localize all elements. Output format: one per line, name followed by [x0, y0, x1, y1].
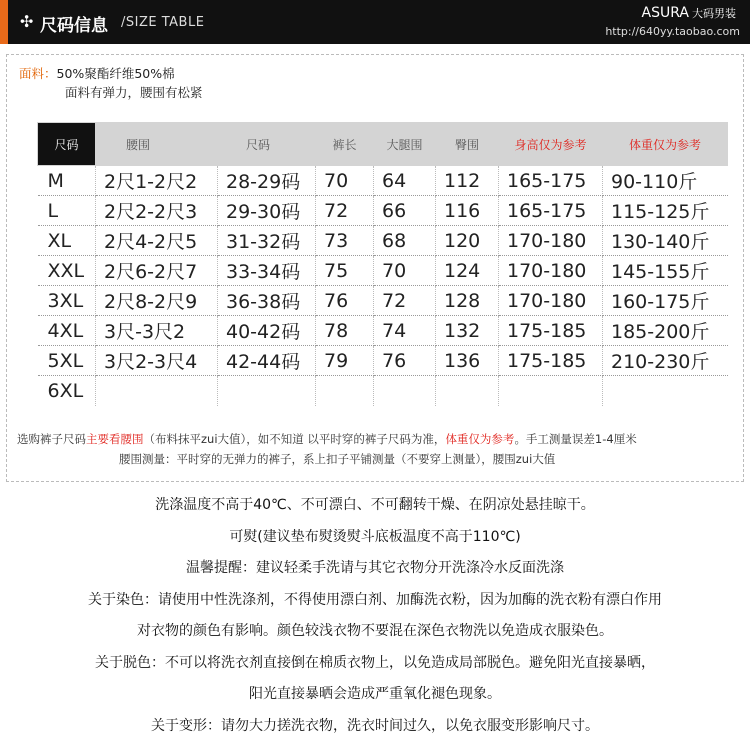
cell-length: 79 — [316, 346, 374, 376]
cell-waist: 2尺2-2尺3 — [96, 196, 218, 226]
cell-weight: 130-140斤 — [603, 226, 728, 256]
measurement-note — [17, 429, 637, 469]
care-line: 阳光直接暴晒会造成严重氧化褪色现象。 — [249, 686, 501, 702]
note-highlight-waist: 主要看腰围 — [86, 432, 144, 446]
header-size: 尺码 — [38, 123, 96, 166]
cell-height: 175-185 — [499, 316, 603, 346]
cell-height: 170-180 — [499, 256, 603, 286]
fabric-label-sep: ： — [44, 66, 57, 81]
cell-height: 165-175 — [499, 166, 603, 196]
cell-size: XL — [38, 226, 96, 256]
cell-length: 75 — [316, 256, 374, 286]
note-highlight-weight: 体重仅为参考 — [445, 432, 515, 446]
cell-size: XXL — [38, 256, 96, 286]
cell-hip: 112 — [436, 166, 499, 196]
table-row — [38, 346, 728, 376]
table-row — [38, 286, 728, 316]
cell-size-code: 42-44码 — [218, 346, 316, 376]
brand-tagline: 大码男装 — [692, 7, 736, 20]
cell-hip: 120 — [436, 226, 499, 256]
cell-height: 170-180 — [499, 226, 603, 256]
cell-height: 165-175 — [499, 196, 603, 226]
cell-waist: 3尺-3尺2 — [96, 316, 218, 346]
fabric-label: 面料 — [19, 66, 45, 81]
header-thigh: 大腿围 — [374, 123, 436, 166]
care-line: 关于变形：请勿大力搓洗衣物，洗衣时间过久，以免衣服变形影响尺寸。 — [151, 717, 599, 734]
care-line: 对衣物的颜色有影响。颜色较浅衣物不要混在深色衣物洗以免造成衣服染色。 — [137, 623, 613, 639]
section-subtitle: /SIZE TABLE — [121, 15, 205, 30]
cell-size: L — [38, 196, 96, 226]
cell-length: 72 — [316, 196, 374, 226]
cell-size-code — [218, 376, 316, 407]
cell-waist: 2尺1-2尺2 — [96, 166, 218, 196]
header-length: 裤长 — [316, 123, 374, 166]
cell-size: M — [38, 166, 96, 196]
care-line: 关于染色：请使用中性洗涤剂，不得使用漂白剂、加酶洗衣粉，因为加酶的洗衣粉有漂白作用 — [88, 591, 662, 608]
cell-weight — [603, 376, 728, 407]
cell-thigh: 68 — [374, 226, 436, 256]
cell-size-code: 36-38码 — [218, 286, 316, 316]
cell-weight: 185-200斤 — [603, 316, 728, 346]
cell-hip: 136 — [436, 346, 499, 376]
cell-size: 4XL — [38, 316, 96, 346]
table-row — [38, 256, 728, 286]
table-row — [38, 166, 728, 196]
cell-waist: 2尺6-2尺7 — [96, 256, 218, 286]
fabric-info — [19, 64, 203, 102]
size-info-panel — [6, 54, 744, 482]
cell-size-code: 31-32码 — [218, 226, 316, 256]
cell-height — [499, 376, 603, 407]
cell-size-code: 33-34码 — [218, 256, 316, 286]
cell-thigh: 64 — [374, 166, 436, 196]
brand-logo — [642, 5, 736, 21]
brand-name: ASURA — [641, 5, 689, 21]
care-instructions — [0, 490, 750, 742]
care-line: 洗涤温度不高于40℃、不可漂白、不可翻转干燥、在阴凉处悬挂晾干。 — [155, 497, 595, 513]
cell-length: 73 — [316, 226, 374, 256]
cell-length: 78 — [316, 316, 374, 346]
cell-thigh: 70 — [374, 256, 436, 286]
fabric-elasticity: 面料有弹力，腰围有松紧 — [65, 85, 203, 100]
note-part5: 。手工测量误差1-4厘米 — [514, 432, 637, 446]
cell-size-code: 29-30码 — [218, 196, 316, 226]
cell-hip: 124 — [436, 256, 499, 286]
care-line: 关于脱色：不可以将洗衣剂直接倒在棉质衣物上，以免造成局部脱色。避免阳光直接暴晒， — [95, 654, 655, 671]
header-weight: 体重仅为参考 — [603, 123, 728, 166]
cell-length: 70 — [316, 166, 374, 196]
cell-weight: 160-175斤 — [603, 286, 728, 316]
cell-hip: 116 — [436, 196, 499, 226]
shop-url[interactable]: http://640yy.taobao.com — [605, 25, 740, 38]
care-line: 温馨提醒：建议轻柔手洗请与其它衣物分开洗涤冷水反面洗涤 — [186, 560, 564, 576]
cell-weight: 115-125斤 — [603, 196, 728, 226]
size-table-header — [38, 123, 728, 166]
note-part3: （布料抹平zui大值），如不知道 以平时穿的裤子尺码为准， — [143, 432, 446, 446]
cell-hip: 128 — [436, 286, 499, 316]
fabric-composition: 50%聚酯纤维50%棉 — [56, 66, 175, 81]
table-row — [38, 376, 728, 407]
header-hip: 臀围 — [436, 123, 499, 166]
section-title: 尺码信息 — [40, 16, 108, 36]
cell-height: 175-185 — [499, 346, 603, 376]
table-row — [38, 226, 728, 256]
cell-thigh: 66 — [374, 196, 436, 226]
plus-icon: ✣ — [20, 12, 34, 31]
care-line: 可熨(建议垫布熨烫熨斗底板温度不高于110℃) — [229, 528, 521, 545]
cell-thigh: 74 — [374, 316, 436, 346]
header-accent — [0, 0, 8, 44]
table-row — [38, 196, 728, 226]
cell-length — [316, 376, 374, 407]
size-table — [37, 122, 728, 406]
cell-waist: 3尺2-3尺4 — [96, 346, 218, 376]
header-height: 身高仅为参考 — [499, 123, 603, 166]
cell-size-code: 40-42码 — [218, 316, 316, 346]
note-waist-measure: 腰围测量：平时穿的无弹力的裤子，系上扣子平铺测量（不要穿上测量），腰围zui大值 — [119, 452, 556, 466]
cell-size-code: 28-29码 — [218, 166, 316, 196]
header-waist: 腰围 — [96, 123, 218, 166]
cell-weight: 90-110斤 — [603, 166, 728, 196]
cell-waist — [96, 376, 218, 407]
cell-thigh: 72 — [374, 286, 436, 316]
cell-hip: 132 — [436, 316, 499, 346]
cell-size: 5XL — [38, 346, 96, 376]
cell-hip — [436, 376, 499, 407]
note-part1: 选购裤子尺码 — [17, 432, 86, 446]
cell-thigh — [374, 376, 436, 407]
cell-size: 3XL — [38, 286, 96, 316]
table-row — [38, 316, 728, 346]
cell-waist: 2尺4-2尺5 — [96, 226, 218, 256]
cell-weight: 210-230斤 — [603, 346, 728, 376]
cell-thigh: 76 — [374, 346, 436, 376]
cell-height: 170-180 — [499, 286, 603, 316]
cell-size: 6XL — [38, 376, 96, 407]
header-size-code: 尺码 — [218, 123, 316, 166]
cell-waist: 2尺8-2尺9 — [96, 286, 218, 316]
cell-weight: 145-155斤 — [603, 256, 728, 286]
header-bar — [0, 0, 750, 44]
cell-length: 76 — [316, 286, 374, 316]
